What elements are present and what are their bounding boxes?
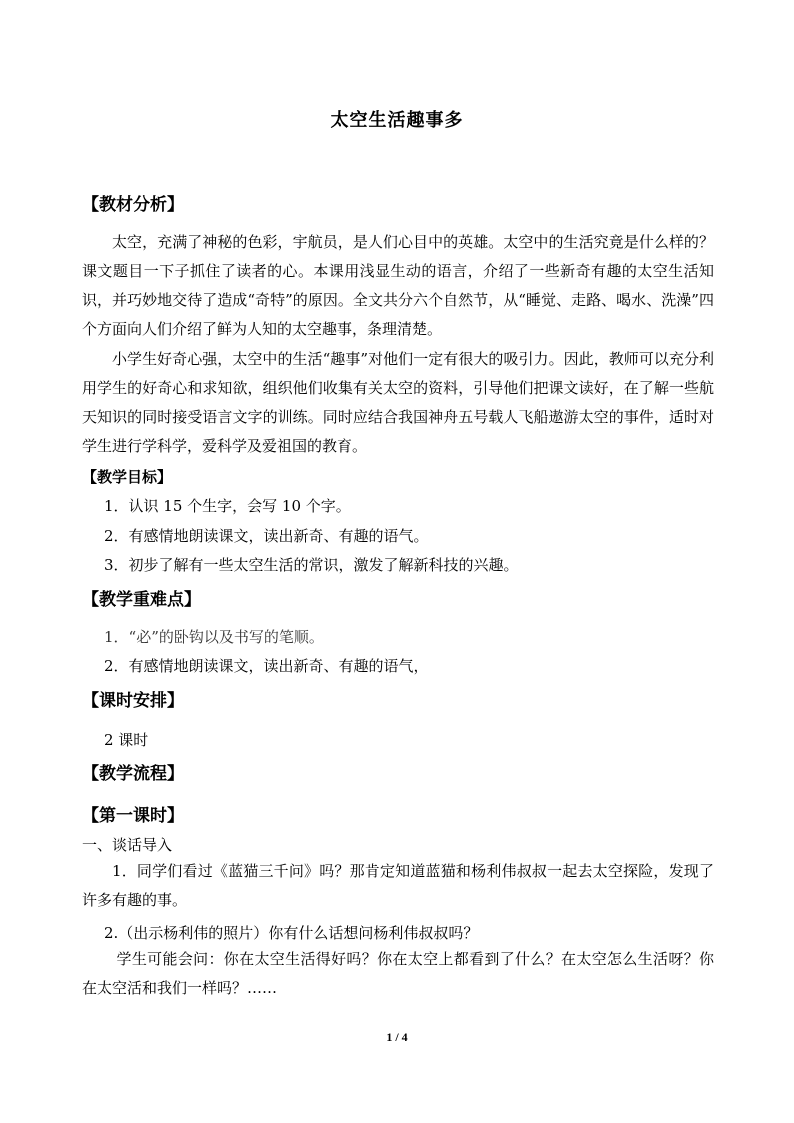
lesson1-item-2: 2.（出示杨利伟的照片）你有什么话想问杨利伟叔叔吗？ <box>104 924 479 942</box>
heading-analysis: 【教材分析】 <box>82 195 184 215</box>
goal-item-2: 2．有感情地朗读课文，读出新奇、有趣的语气。 <box>104 527 429 545</box>
analysis-paragraph-1: 太空，充满了神秘的色彩，宇航员，是人们心目中的英雄。太空中的生活究竟是什么样的？课文题目一下子抓住了读者的心。本课用浅显生动的语言，介绍了一些新奇有趣的太空生活知识，并巧妙地交待了造成“奇特”的原因。全文共分六个自然节，从“睡觉、走路、喝水、洗澡”四个方面向人们介绍了鲜为人知的太空趣事，条理清楚。 <box>82 233 714 338</box>
analysis-paragraph-2: 小学生好奇心强，太空中的生活“趣事”对他们一定有很大的吸引力。因此，教师可以充分利用学生的好奇心和求知欲，组织他们收集有关太空的资料，引导他们把课文读好，在了解一些航天知识的同时接受语言文字的训练。同时应结合我国神舟五号载人飞船遨游太空的事件，适时对学生进行学科学，爱科学及爱祖国的教育。 <box>82 350 714 455</box>
heading-lesson-1: 【第一课时】 <box>82 806 184 826</box>
schedule-text: 2 课时 <box>104 731 149 749</box>
lesson1-subheading: 一、谈话导入 <box>82 836 173 854</box>
lesson1-item-3: 学生可能会问：你在太空生活得好吗？你在太空上都看到了什么？在太空怎么生活呀？你在太空活和我们一样吗？…… <box>82 950 714 997</box>
page-number: 1 / 4 <box>386 1030 408 1044</box>
heading-goals: 【教学目标】 <box>82 468 173 486</box>
goal-item-1: 1．认识 15 个生字，会写 10 个字。 <box>104 497 351 515</box>
document-title: 太空生活趣事多 <box>330 110 464 131</box>
heading-process: 【教学流程】 <box>82 764 184 784</box>
heading-key-points: 【教学重难点】 <box>82 590 201 610</box>
key-point-item-1: 1．“必”的卧钩以及书写的笔顺。 <box>104 628 324 646</box>
goal-item-3: 3．初步了解有一些太空生活的常识，激发了解新科技的兴趣。 <box>104 556 519 574</box>
heading-schedule: 【课时安排】 <box>82 691 184 711</box>
key-point-item-2: 2．有感情地朗读课文，读出新奇、有趣的语气， <box>104 657 429 675</box>
lesson1-item-1: 1．同学们看过《蓝猫三千问》吗？那肯定知道蓝猫和杨利伟叔叔一起去太空探险，发现了许多有趣的事。 <box>82 862 714 909</box>
